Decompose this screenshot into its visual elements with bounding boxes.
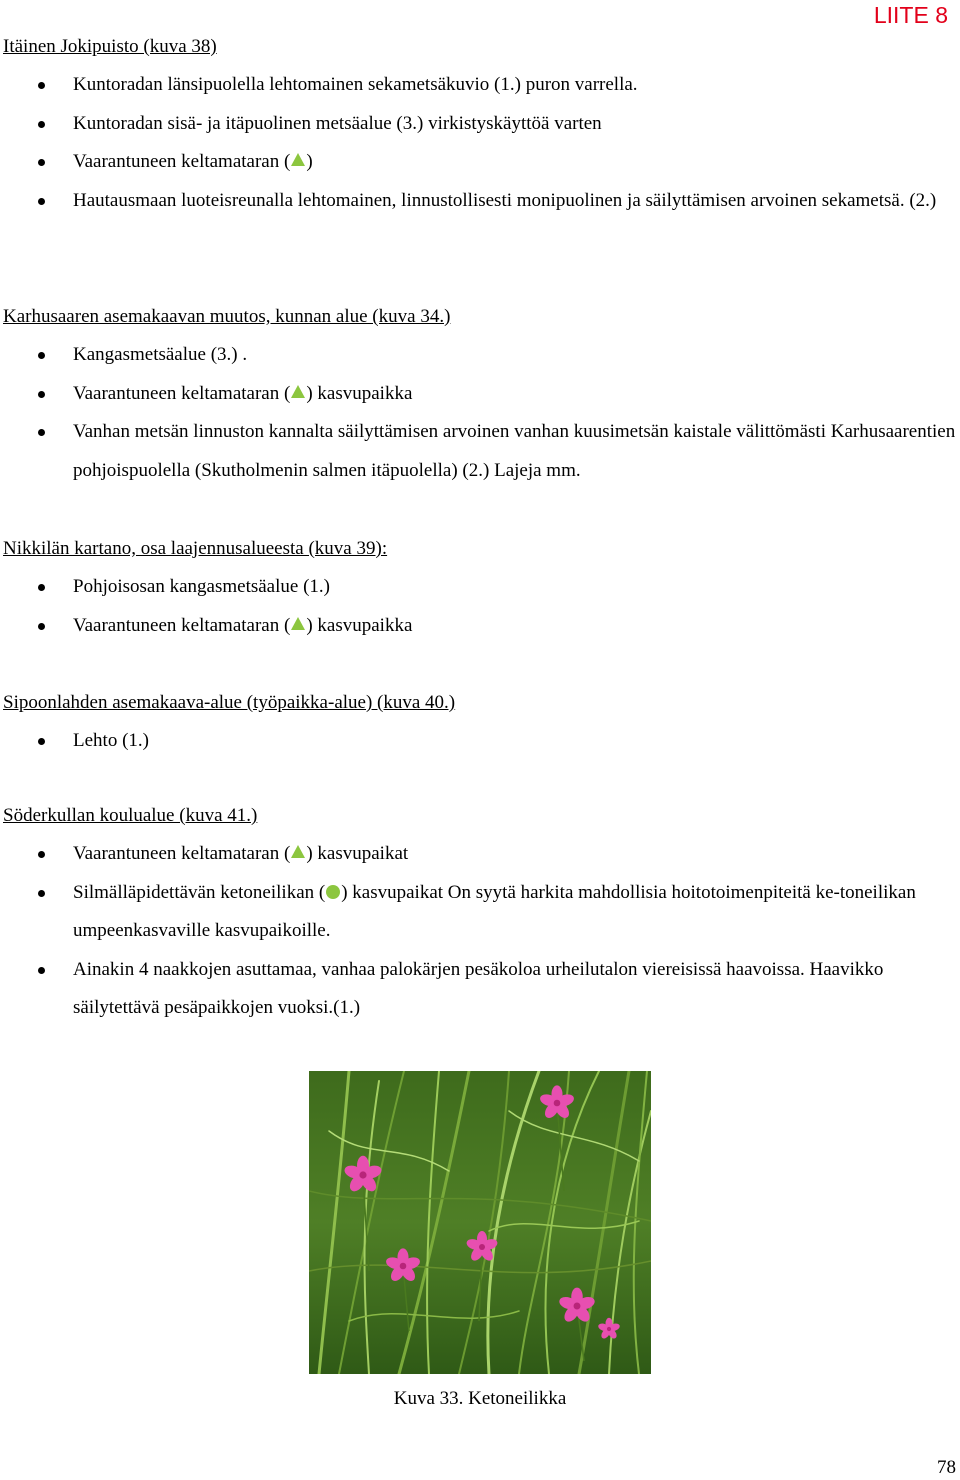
list-item: [3, 143, 958, 182]
section-heading: Itäinen Jokipuisto (kuva 38): [3, 36, 217, 57]
list-item: Pohjoisosan kangasmetsäalue (1.): [3, 568, 958, 607]
annex-label: LIITE 8: [873, 2, 948, 28]
list-item: Vanhan metsän linnuston kannalta säilyttämisen arvoinen vanhan kuusimetsän kaistale välittömästi Karhusaarentien pohjoispuolella (Skutholmenin salmen itäpuolella) (2.) Lajeja mm.: [3, 413, 958, 490]
green-triangle-icon: [291, 845, 305, 858]
list-item-text: ) kasvupaikka: [306, 614, 413, 636]
list-item: Hautausmaan luoteisreunalla lehtomainen, linnustollisesti monipuolinen ja säilyttämisen arvoinen sekametsä. (2.): [3, 182, 958, 221]
photo-caption: Kuva 33. Ketoneilikka: [393, 1388, 567, 1409]
bullet-list: [3, 336, 958, 490]
list-item: Kuntoradan länsipuolella lehtomainen sekametsäkuvio (1.) puron varrella.: [3, 66, 958, 105]
section-soderkulla: [3, 797, 958, 1028]
list-item: Ainakin 4 naakkojen asuttamaa, vanhaa palokärjen pesäkoloa urheilutalon viereisissä haavoissa. Haavikko säilytettävä pesäpaikkojen vuoksi.(1.): [3, 951, 958, 1028]
green-circle-icon: [326, 885, 340, 899]
green-triangle-icon: [291, 153, 305, 166]
list-item: Lehto (1.): [3, 722, 958, 761]
photo-ketoneilikka: [309, 1071, 651, 1374]
section-nikkila: [3, 530, 958, 645]
bullet-list: [3, 66, 958, 220]
list-item: [3, 607, 958, 646]
green-triangle-icon: [291, 385, 305, 398]
list-item-text: ) kasvupaikka: [306, 382, 413, 404]
list-item-text: ): [306, 151, 313, 172]
section-heading: Sipoonlahden asemakaava-alue (työpaikka-alue) (kuva 40.): [3, 692, 456, 713]
page-number: 78: [937, 1457, 956, 1478]
list-item-text: Vaarantuneen keltamataran (: [73, 151, 291, 172]
green-triangle-icon: [291, 617, 305, 630]
section-sipoonlahti: [3, 684, 958, 761]
section-itainen-jokipuisto: [3, 28, 958, 220]
list-item-text: Vaarantuneen keltamataran (: [73, 382, 291, 404]
list-item: Kuntoradan sisä- ja itäpuolinen metsäalue (3.) virkistyskäyttöä varten: [3, 105, 958, 144]
bullet-list: [3, 722, 958, 761]
section-heading: Karhusaaren asemakaavan muutos, kunnan alue (kuva 34.): [3, 306, 451, 327]
list-item-text: Vaarantuneen keltamataran (: [73, 843, 291, 864]
list-item-text: ) kasvupaikat On syytä harkita mahdollisia hoitotoimenpiteitä ke-toneilikan umpeenkasvaville kasvupaikoille.: [73, 881, 916, 941]
list-item-text: Vaarantuneen keltamataran (: [73, 614, 291, 636]
list-item: [3, 835, 958, 874]
list-item: [3, 375, 958, 414]
section-heading: Nikkilän kartano, osa laajennusalueesta (kuva 39):: [3, 538, 388, 559]
bullet-list: [3, 835, 958, 1028]
list-item-text: ) kasvupaikat: [306, 843, 409, 864]
list-item: Kangasmetsäalue (3.) .: [3, 336, 958, 375]
section-heading: Söderkullan koulualue (kuva 41.): [3, 805, 258, 826]
section-karhusaari: [3, 298, 958, 490]
bullet-list: [3, 568, 958, 645]
list-item-text: Silmälläpidettävän ketoneilikan (: [73, 881, 326, 903]
list-item: [3, 874, 958, 951]
